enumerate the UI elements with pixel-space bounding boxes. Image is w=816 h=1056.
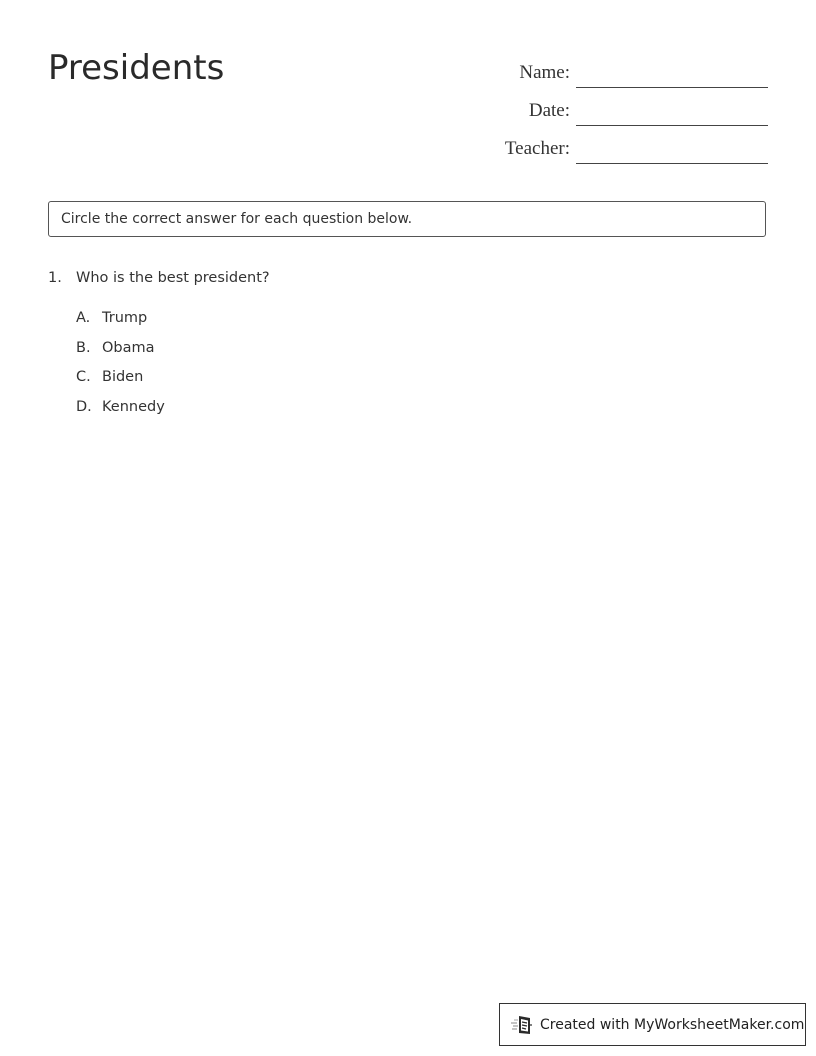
worksheet-maker-logo-icon <box>510 1014 534 1036</box>
choice-letter: A. <box>76 310 91 326</box>
choice-letter: C. <box>76 369 91 385</box>
choice-letter: D. <box>76 398 92 415</box>
teacher-label: Teacher: <box>504 138 570 159</box>
name-label: Name: <box>519 62 570 83</box>
question-stem <box>48 268 766 288</box>
question-number: 1. <box>48 270 62 286</box>
instructions-box <box>48 201 766 237</box>
teacher-field <box>468 126 768 164</box>
worksheet-title: Presidents <box>48 48 225 88</box>
footer-text: Created with MyWorksheetMaker.com <box>540 1016 805 1033</box>
choice-a[interactable] <box>76 308 766 338</box>
question-1 <box>48 268 766 426</box>
student-info-fields <box>468 50 768 164</box>
date-blank-line[interactable] <box>576 99 768 126</box>
date-label: Date: <box>528 100 570 121</box>
question-text: Who is the best president? <box>76 270 270 286</box>
choice-b[interactable] <box>76 338 766 368</box>
choice-c[interactable] <box>76 367 766 397</box>
choice-text: Trump <box>102 310 148 326</box>
date-field <box>468 88 768 126</box>
created-with-badge[interactable] <box>499 1003 806 1046</box>
name-field <box>468 50 768 88</box>
choice-d[interactable] <box>76 397 766 427</box>
answer-choices <box>48 308 766 426</box>
name-blank-line[interactable] <box>576 61 768 88</box>
choice-text: Kennedy <box>102 398 165 415</box>
choice-text: Biden <box>102 369 144 385</box>
choice-text: Obama <box>102 339 155 356</box>
instructions-text: Circle the correct answer for each question below. <box>61 211 413 227</box>
choice-letter: B. <box>76 339 91 356</box>
teacher-blank-line[interactable] <box>576 137 768 164</box>
